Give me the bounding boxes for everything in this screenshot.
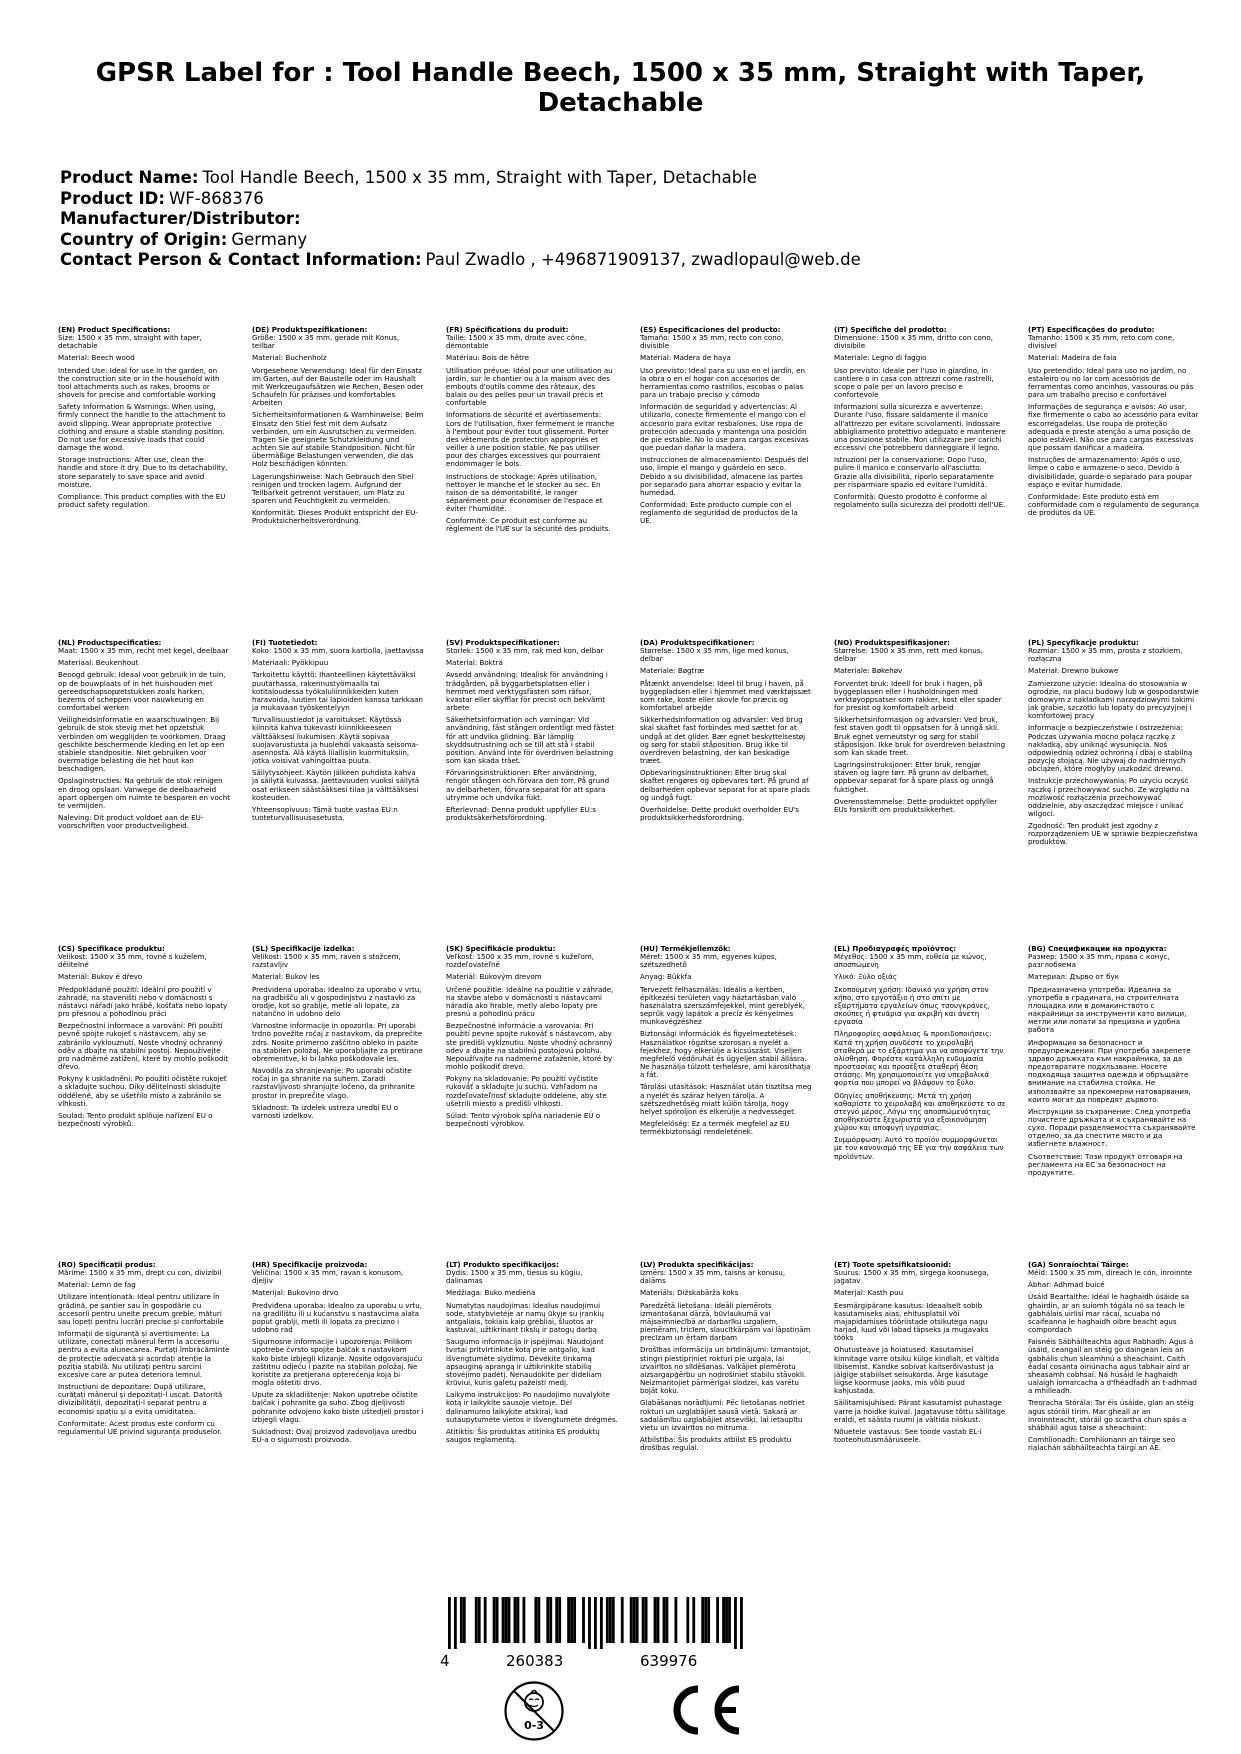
- spec-paragraph: Forventet bruk: Ideell for bruk i hagen, på byggeplassen eller i husholdningen med verktøyoppsatser som rakker, kost eller spader for presist og komfortabelt arbeid: [834, 678, 1002, 713]
- spec-block: [1028, 639, 1200, 939]
- product-id-row: [60, 189, 861, 210]
- spec-paragraph: Instruções de armazenamento: Após o uso, limpe o cabo e armazene-o seco. Devido à divisibilidade, guarde-o separado para poupar espaço e evitar humidade.: [1028, 455, 1192, 489]
- spec-paragraph: Comhlíonadh: Comhlíonann an táirge seo rialachán sábháilteachta táirgí an AE.: [1028, 1434, 1176, 1453]
- barcode-bar: [692, 1597, 695, 1643]
- spec-block: [834, 1261, 1006, 1561]
- barcode-bar: [642, 1597, 645, 1643]
- spec-paragraph: Υλικό: Ξύλο οξιάς: [834, 972, 898, 982]
- spec-block: [446, 326, 618, 626]
- barcode-bar: [609, 1597, 612, 1643]
- barcode-bar: [555, 1597, 558, 1643]
- barcode-bar: [722, 1597, 725, 1643]
- spec-paragraph: Intended Use: Ideal for use in the garden, on the construction site or in the household with tool attachments such as rakes, brooms or shovels for precise and comfortable working: [58, 365, 220, 400]
- spec-paragraph: Mărime: 1500 x 35 mm, drept cu con, divizibil: [58, 1268, 222, 1278]
- spec-paragraph: Materiál: Bukov é dřevo: [58, 972, 143, 982]
- spec-paragraph: Úsáid Beartaithe: Idéal le haghaidh úsáide sa ghairdín, ar an suíomh tógála nó sa teach le gabhálais uirlisí mar rácaí, scuaba nó scaifeanna le haghaidh oibre beacht agus compordach: [1028, 1292, 1190, 1335]
- spec-block: [1028, 1261, 1200, 1561]
- spec-block: [640, 1261, 812, 1561]
- spec-paragraph: Material: Bokträ: [446, 658, 503, 668]
- spec-heading: (SV) Produktspecifikationer:: [446, 639, 560, 647]
- spec-paragraph: Numatytas naudojimas: Idealus naudojimui sode, statybvietėje ar namų ūkyje su įrankių antgaliais, tokiais kaip grėbliai, šluotos ar kastuvai, užtikrinant tikslų ir patogų darbą: [446, 1300, 604, 1335]
- barcode-bar: [725, 1597, 728, 1643]
- spec-paragraph: Suurus: 1500 x 35 mm, sirgega koonusega, jagatav: [834, 1268, 989, 1286]
- spec-paragraph: Bezpečnostní informace a varování: Při použití pevně spojte rukojeť s nástavcem, aby se zabránilo vyklouznutí. Noste vhodný ochranný oděv a dbajte na stabilní postoj. Nepoužívejte pro nadměrné zatížení, které by mohlo poškodit dřevo.: [58, 1021, 229, 1072]
- spec-paragraph: Predviđena uporaba: Idealno za uporabu u vrtu, na gradilištu ili u kućanstvu s nastavcima alata poput grablji, metli ili lopata za precizno i udobno rad: [252, 1300, 422, 1335]
- barcode-bar: [558, 1597, 561, 1643]
- spec-paragraph: Informazioni sulla sicurezza e avvertenze: Durante l'uso, fissare saldamente il manico all'attrezzo per evitare scivolamenti. Indossare abbigliamento protettivo adeguato e mantenere una posizione stabile. Non utilizzare per carichi eccessivi che potrebbero danneggiare il legno.: [834, 402, 1006, 453]
- spec-paragraph: Conformité: Ce produit est conforme au règlement de l'UE sur la sécurité des produits.: [446, 516, 611, 534]
- spec-paragraph: Ábhar: Adhmad buicé: [1028, 1280, 1105, 1290]
- spec-heading: (SL) Specifikacije izdelka:: [252, 945, 355, 953]
- spec-heading: (RO) Specificații produs:: [58, 1261, 156, 1269]
- spec-paragraph: Treoracha Stórála: Tar éis úsáide, glan an stéig agus stóráil tirim. Mar gheall ar an inroinnteacht, stóráil go scartha chun spás a shábháil agus taise a sheachaint.: [1028, 1398, 1194, 1432]
- spec-paragraph: Utilisation prévue: Idéal pour une utilisation au jardin, sur le chantier ou à la maison avec des embouts d'outils comme des râteaux, des balais ou des pelles pour un travail précis et confortable: [446, 365, 613, 408]
- spec-paragraph: Materiál: Bukovým drevom: [446, 972, 542, 982]
- spec-paragraph: Naleving: Dit product voldoet aan de EU-voorschriften voor productveiligheid.: [58, 812, 204, 831]
- spec-paragraph: Größe: 1500 x 35 mm, gerade mit Konus, teilbar: [252, 333, 400, 351]
- spec-paragraph: Materijal: Bukovino drvo: [252, 1288, 339, 1298]
- barcode-digit-prefix: 4: [440, 1652, 450, 1670]
- barcode-bar: [630, 1597, 633, 1643]
- product-name-row: [60, 168, 861, 189]
- spec-paragraph: Συμμόρφωση: Αυτό το προϊόν συμμορφώνεται με τον κανονισμό της ΕΕ για την ασφάλεια των προϊόντων.: [834, 1135, 1004, 1161]
- spec-paragraph: Súlad: Tento výrobok spĺňa nariadenie EÚ o bezpečnosti výrobkov.: [446, 1110, 601, 1128]
- barcode-bar: [606, 1597, 609, 1643]
- product-name: Tool Handle Beech, 1500 x 35 mm, Straight with Taper, Detachable: [202, 168, 757, 187]
- spec-heading: (DE) Produktspezifikationen:: [252, 326, 368, 334]
- product-id-label: Product ID:: [60, 188, 165, 208]
- barcode-bar: [666, 1597, 669, 1643]
- barcode-bar: [475, 1597, 478, 1643]
- spec-paragraph: Faisnéis Sábháilteachta agus Rabhadh: Agus á úsáid, ceangail an stéig go daingean leis an gabhális chun sleamhnú a sheachaint. Caith éadaí cosanta oiriúnacha agus tabhair aird ar sheasamh cobhsaí. Ná húsáid le haghaidh ualaigh iomarcacha a d'fhéadfadh an t-adhmad a mhilleadh.: [1028, 1337, 1197, 1396]
- spec-paragraph: Maat: 1500 x 35 mm, recht met kegel, deelbaar: [58, 646, 229, 656]
- spec-paragraph: Konformität: Dieses Produkt entspricht der EU-Produktsicherheitsverordnung.: [252, 508, 418, 526]
- spec-heading: (EL) Προδιαγραφές προϊόντος:: [834, 945, 957, 953]
- barcode-digits-right: 639976: [640, 1652, 698, 1670]
- spec-paragraph: Storage Instructions: After use, clean the handle and store it dry. Due to its detachability, store separately to save space and avoid moisture.: [58, 455, 228, 489]
- spec-paragraph: Laikymo instrukcijos: Po naudojimo nuvalykite kotą ir laikykite sausoje vietoje. Dėl dalinamumo laikykite atskirai, kad sutaupytumėte vietos ir išvengtumėte drėgmės.: [446, 1390, 618, 1424]
- spec-paragraph: Paredzētā lietošana: Ideāli piemērots izmantošanai dārzā, būvlaukumā vai mājsaimniecībā ar darbarīku uzgaļiem, piemēram, tricīem, slaucītkārpām vai lāpstiņām precīzam un ērtam darbam: [640, 1300, 811, 1343]
- spec-heading: (PL) Specyfikacje produktu:: [1028, 639, 1139, 647]
- spec-paragraph: Veľkosť: 1500 x 35 mm, rovné s kužeľom, rozdeľovateľné: [446, 952, 595, 970]
- spec-block: [446, 945, 618, 1245]
- barcode-bar: [633, 1597, 636, 1643]
- spec-paragraph: Drošības informācija un brīdinājumi: Izmantojot, stingri piestipriniet rokturi pie uzgaļa, lai izvairītos no slīdēšanas. Valkājiet piemērotu aizsargapģērbu un nodrošiniet stabilu stāvokli. Neizmantojiet pārmērīgai slodzei, kas varētu bojāt koku.: [640, 1345, 811, 1396]
- spec-paragraph: Uso pretendido: Ideal para uso no jardim, no estaleiro ou no lar com acessórios de ferramentas como ancinhos, vassouras ou pás para um trabalho preciso e confortável: [1028, 365, 1194, 400]
- spec-paragraph: Predvidena uporaba: Idealno za uporabo v vrtu, na gradbišču ali v gospodinjstvu z nastavki za orodje, kot so grablje, metle ali lopate, za natančno in udobno delo: [252, 984, 422, 1019]
- spec-paragraph: Veiligheidsinformatie en waarschuwingen: Bij gebruik de stok stevig met het opzetstuk verbinden om wegglijden te voorkomen. Draag geschikte beschermende kleding en let op een stabiele standpositie. Niet gebruiken voor overmatige belasting die het hout kan beschadigen.: [58, 715, 226, 774]
- manufacturer-label: Manufacturer/Distributor:: [60, 209, 301, 228]
- barcode-bar: [454, 1597, 457, 1649]
- spec-paragraph: Méret: 1500 x 35 mm, egyenes kúpos, szétszedhető: [640, 952, 777, 970]
- spec-paragraph: Saugumo informacija ir įspėjimai: Naudojant tvirtai pritvirtinkite kotą prie antgalio, kad išvengtumėte slydimo. Dėvėkite tinkamą apsauginę aprangą ir užtikrinkite stabilią stovėjimo padėtį. Nenaudokite per dideliam krūviui, kuris galėtų pažeisti medį.: [446, 1337, 604, 1388]
- spec-paragraph: Méid: 1500 x 35 mm, díreach le cón, inroinnte: [1028, 1268, 1193, 1278]
- barcode: [448, 1597, 743, 1649]
- product-info: [60, 168, 861, 271]
- spec-block: [58, 1261, 230, 1561]
- product-name-label: Product Name:: [60, 168, 199, 187]
- spec-paragraph: Förvaringsinstruktioner: Efter användning, rengör stången och förvara den torr. På grund av delbarheten, förvara separat för att spara utrymme och undvika fukt.: [446, 768, 610, 802]
- contact-row: [60, 250, 861, 271]
- spec-paragraph: Μέγεθος: 1500 x 35 mm, ευθεία με κώνος, αποσπώμενη: [834, 952, 987, 970]
- barcode-bar: [657, 1597, 660, 1643]
- spec-heading: (PT) Especificações do produto:: [1028, 326, 1155, 334]
- spec-paragraph: Materjal: Kasth puu: [834, 1288, 904, 1298]
- barcode-bar: [502, 1597, 505, 1643]
- spec-heading: (ES) Especificaciones del producto:: [640, 326, 781, 334]
- spec-paragraph: Tamaño: 1500 x 35 mm, recto con cono, divisible: [640, 333, 784, 351]
- spec-paragraph: Съответствие: Този продукт отговаря на регламента на ЕС за безопасност на продуктите.: [1028, 1151, 1183, 1177]
- barcode-bar: [448, 1597, 451, 1649]
- spec-block: [58, 326, 230, 626]
- spec-paragraph: Sigurnosne informacije i upozorenja: Prilikom upotrebe čvrsto spojite balčak s nastavkom kako biste izbjegli klizanje. Nosite odgovarajuću zaštitnu odjeću i pazite na stabilan položaj. Ne koristite za pretjerana opterećenja koja bi mogla oštetiti drvo.: [252, 1337, 423, 1388]
- barcode-bar: [508, 1597, 511, 1643]
- barcode-bar: [728, 1597, 731, 1643]
- spec-paragraph: Zgodność: Ten produkt jest zgodny z rozporządzeniem UE w sprawie bezpieczeństwa produktów.: [1028, 821, 1198, 847]
- spec-heading: (SK) Špecifikácie produktu:: [446, 945, 556, 953]
- spec-paragraph: Información de seguridad y advertencias: Al utilizarlo, conecte firmemente el mango con el accesorio para evitar resbalones. Use ropa de protección adecuada y mantenga una posición de pie estable. No lo use para cargas excesivas que puedan dañar la madera.: [640, 402, 809, 453]
- barcode-bar: [463, 1597, 466, 1643]
- spec-paragraph: Materiał: Drewno bukowe: [1028, 666, 1119, 676]
- spec-paragraph: Instrucțiuni de depozitare: După utilizare, curățați mânerul și depozitați-l uscat. Datorită divizibilității, depozitați-l separat pentru a economisi spațiu și a evita umiditatea.: [58, 1382, 223, 1416]
- spec-paragraph: Vorgesehene Verwendung: Ideal für den Einsatz im Garten, auf der Baustelle oder im Haushalt mit Werkzeugaufsätzen wie Rechen, Besen oder Schaufeln für präzises und komfortables Arbeiten: [252, 365, 424, 408]
- spec-paragraph: Instrukcje przechowywania: Po użyciu oczyść rączkę i przechowywać sucho. Ze względu na możliwość rozłączenia przechowywać oddzielnie, aby oszczędzać miejsce i unikać wilgoci.: [1028, 776, 1190, 818]
- spec-paragraph: Compliance: This product complies with the EU product safety regulation.: [58, 491, 226, 509]
- spec-paragraph: Размер: 1500 x 35 mm, права с конус, разглобяема: [1028, 952, 1170, 970]
- barcode-bar: [534, 1597, 537, 1643]
- spec-block: [834, 639, 1006, 939]
- spec-paragraph: Istruzioni per la conservazione: Dopo l'uso, pulire il manico e conservarlo all'asciutto. Grazie alla divisibilità, riporlo separatamente per risparmiare spazio ed evitare l'umidità.: [834, 455, 994, 489]
- spec-block: [446, 639, 618, 939]
- barcode-bar: [594, 1597, 597, 1649]
- manufacturer-row: [60, 209, 861, 230]
- spec-block: [640, 945, 812, 1245]
- spec-paragraph: Material: Buchenholz: [252, 353, 327, 363]
- spec-paragraph: Bezpečnostné informácie a varovania: Pri použití pevne spojte rukoväť s nástavcom, aby ste predišli vykĺznutiu. Noste vhodný ochranný odev a dbajte na stabilnú postojovú polohu. Nepoužívajte na nadmerné zaťaženie, ktoré by mohlo poškodiť drevo.: [446, 1021, 613, 1072]
- barcode-bar: [570, 1597, 573, 1643]
- origin: Germany: [231, 229, 308, 249]
- barcode-bar: [493, 1597, 496, 1643]
- spec-paragraph: Varnostne informacije in opozorila: Pri uporabi trdno povežite ročaj z nastavkom, da preprečite zdrs. Nosite primerno zaščitno obleko in pazite na stabilen položaj. Ne uporabljajte za pretirane obremenitve, ki bi lahko poškodovale les.: [252, 1021, 423, 1063]
- spec-paragraph: Pokyny na skladovanie: Po použití vyčistite rukoväť a skladujte ju suchú. Vzhľadom na rozdeľovateľnosť skladujte oddelene, aby ste ušetrili miesto a predišli vlhkosti.: [446, 1074, 607, 1108]
- barcode-bar: [707, 1597, 710, 1643]
- spec-paragraph: Conformità: Questo prodotto è conforme al regolamento sulla sicurezza dei prodotti dell'UE.: [834, 491, 1006, 509]
- spec-paragraph: Opslaginstructies: Na gebruik de stok reinigen en droog opslaan. Vanwege de deelbaarheid apart opbergen om ruimte te besparen en vocht te vermijden.: [58, 776, 230, 810]
- spec-paragraph: Informacje o bezpieczeństwie i ostrzeżenia: Podczas używania mocno połącz rączkę z nakładką, aby uniknąć wysunięcia. Noś odpowiednią odzież ochronną i dbaj o stabilną pozycję stojącą. Nie używaj do nadmiernych obciążeń, które mogłyby uszkodzić drewno.: [1028, 723, 1193, 774]
- spec-paragraph: Tervezett felhasználás: Ideális a kertben, építkezési területen vagy háztartásban való használatra szerszámfejekkel, mint gereblyék, seprűk vagy lapátok a precíz és kényelmes munkavégzéshez: [640, 984, 805, 1027]
- spec-paragraph: Atbilstība: Šis produkts atbilst ES produktu drošības regulai.: [640, 1434, 792, 1453]
- spec-block: [252, 945, 424, 1245]
- spec-paragraph: Säkerhetsinformation och varningar: Vid användning, fäst stången ordentligt med fästet för att undvika glidning. Bär lämplig skyddsutrustning och se till att stå i stabil position. Använd inte för överdriven belastning som kan skada träet.: [446, 715, 615, 766]
- spec-block: [58, 639, 230, 939]
- spec-paragraph: Informations de sécurité et avertissements: Lors de l'utilisation, fixer fermement le manche à l'embout pour éviter tout glissement. Porter des vêtements de protection appropriés et veiller à une position stable. Ne pas utiliser pour des charges excessives qui pourraient endommager le bois.: [446, 410, 615, 469]
- spec-paragraph: Avsedd användning: Idealisk för användning i trädgården, på byggarbetsplatsen eller i hemmet med verktygsfästen som räfsor, kvastar eller skyfflar för precist och bekvämt arbete: [446, 670, 608, 713]
- spec-paragraph: Material: Beech wood: [58, 353, 135, 363]
- spec-paragraph: Tamanho: 1500 x 35 mm, reto com cone, divisível: [1028, 333, 1175, 351]
- barcode-bar: [588, 1597, 591, 1649]
- spec-paragraph: Navodila za shranjevanje: Po uporabi očistite ročaj in ga shranite na suhem. Zaradi razstavljivosti shranjujte ločeno, da prihranite prostor in preprečite vlago.: [252, 1066, 415, 1100]
- barcode-bar: [567, 1597, 570, 1643]
- age-label: 0-3: [524, 1719, 544, 1732]
- barcode-bar: [600, 1597, 603, 1649]
- spec-paragraph: Materiaal: Beukenhout: [58, 658, 139, 668]
- spec-paragraph: Pokyny k uskladnění: Po použití očistěte rukojeť a skladujte suchou. Díky dělitelnosti skladujte odděleně, aby se ušetřilo místo a zabránilo se vlhkosti.: [58, 1074, 227, 1108]
- barcode-bar: [517, 1597, 520, 1643]
- barcode-bar: [522, 1597, 525, 1643]
- spec-block: [58, 945, 230, 1245]
- spec-paragraph: Size: 1500 x 35 mm, straight with taper, detachable: [58, 333, 202, 351]
- spec-paragraph: Sukladnost: Ovaj proizvod zadovoljava uredbu EU-a o sigurnosti proizvoda.: [252, 1426, 417, 1444]
- spec-paragraph: Nõuetele vastavus: See toode vastab EL-i tooteohutusmääruseele.: [834, 1426, 982, 1444]
- spec-paragraph: Velikost: 1500 x 35 mm, raven s stožcem, razstavljiv: [252, 952, 401, 970]
- spec-paragraph: Информация за безопасност и предупреждения: При употреба закрепете здраво дръжката към накрайника, за да предотвратите подхлъзване. Носете подходяща защитна одежда и обръщайте внимание на стабилна стойка. Не използвайте за прекомерни натоварвания, които могат да повредят дървото.: [1028, 1037, 1191, 1104]
- spec-paragraph: Medžiaga: Buko mediena: [446, 1288, 536, 1298]
- spec-paragraph: Dimensione: 1500 x 35 mm, dritto con cono, divisibile: [834, 333, 993, 351]
- spec-paragraph: Informações de segurança e avisos: Ao usar, fixe firmemente o cabo ao acessório para evitar escorregadelas. Use roupa de proteção adequada e preste atenção a uma posição de apoio estável. Não use para cargas excessivas que possam danificar a madeira.: [1028, 402, 1199, 453]
- spec-paragraph: Utilizare intenționată: Ideal pentru utilizare în grădină, pe șantier sau în gospodărie cu accesorii pentru unelte precum greble, mături sau lopeți pentru lucrări precise și confortabile: [58, 1292, 224, 1326]
- spec-paragraph: Opbevaringsinstruktioner: Efter brug skal skaftet rengøres og opbevares tørt. På grund af delbarheden opbevar separat for at spare plads og undgå fugt.: [640, 768, 810, 802]
- spec-paragraph: Lagringsinstruksjoner: Etter bruk, rengjør staven og lagre tørr. På grunn av delbarhet, oppbevar separat for å spare plass og unngå fuktighet.: [834, 760, 994, 794]
- barcode-bar: [621, 1597, 624, 1643]
- barcode-bar: [460, 1597, 463, 1643]
- contact: Paul Zwadlo , +496871909137, zwadlopaul@web.de: [425, 250, 861, 269]
- barcode-bar: [582, 1597, 585, 1643]
- barcode-bar: [636, 1597, 639, 1643]
- spec-paragraph: Lagerungshinweise: Nach Gebrauch den Stiel reinigen und trocken lagern. Aufgrund der Teilbarkeit getrennt verstauen, um Platz zu sparen und Feuchtigkeit zu vermeiden.: [252, 471, 414, 505]
- spec-paragraph: Turvallisuustiedot ja varoitukset: Käytössä kiinnitä kahva tukevasti kiinnikkeeseen välttääksesi liukumisen. Käytä sopivaa suojavarustusta ja huolehdi vakaasta seisoma-asennosta. Älä käytä liiallisiin kuormituksiin, jotka voisivat vahingoittaa puuta.: [252, 715, 419, 766]
- spec-paragraph: Material: Lemn de fag: [58, 1280, 136, 1290]
- spec-heading: (HR) Specifikacije proizvoda:: [252, 1261, 368, 1269]
- spec-paragraph: Eesmärgipärane kasutus: Ideaalselt sobib kasutamiseks aias, ehitusplatsil või majapidamises tööriistade otsikutega nagu harjad, luud või labad täpseks ja mugavaks tööks: [834, 1300, 989, 1343]
- barcode-bar: [514, 1597, 517, 1643]
- spec-block: [446, 1261, 618, 1561]
- spec-heading: (NL) Productspecificaties:: [58, 639, 162, 647]
- spec-paragraph: Conformidad: Este producto cumple con el reglamento de seguridad de productos de la UE.: [640, 499, 798, 526]
- spec-block: [252, 639, 424, 939]
- barcode-bar: [546, 1597, 549, 1643]
- spec-paragraph: Πληροφορίες ασφάλειας & προειδοποιήσεις: Κατά τη χρήση συνδέστε το χειρολαβή σταθερά με το εξάρτημα για να αποφύγετε την ολίσθηση. Φορέστε κατάλληλη ενδυμασία προστασίας και προσέξτε σταθερή θέση στάσης. Μη χρησιμοποιείτε για υπερβολικά φορτία που μπορεί να βλάψουν το ξύλο.: [834, 1029, 1004, 1088]
- barcode-digits-left: 260383: [506, 1652, 564, 1670]
- spec-paragraph: Sikkerhedsinformation og advarsler: Ved brug skal skaftet fast forbindes med sættet for at undgå at det glider. Bær egnet beskyttelsestøj og sørg for stabil ståposition. Brug ikke til overdreven belastning, der kan beskadige træet.: [640, 715, 806, 766]
- spec-paragraph: Koko: 1500 x 35 mm, suora kartiolla, jaettavissa: [252, 646, 424, 656]
- spec-heading: (CS) Specifikace produktu:: [58, 945, 165, 953]
- spec-paragraph: Instrucciones de almacenamiento: Después del uso, limpie el mango y guárdelo en seco. Debido a su divisibilidad, almacene las partes por separado para ahorrar espacio y evitar la humedad.: [640, 455, 809, 497]
- spec-heading: (ET) Toote spetsifikatsioonid:: [834, 1261, 952, 1269]
- spec-paragraph: Efterlevnad: Denna produkt uppfyller EU:s produktsäkerhetsförordning.: [446, 804, 596, 822]
- spec-paragraph: Påtænkt anvendelse: Ideel til brug i haven, på byggepladsen eller i hjemmet med værktøjssæt som rake, koste eller skovle for præcis og komfortabel arbejde: [640, 678, 811, 713]
- spec-paragraph: Предназначена употреба: Идеална за употреба в градината, на строителната площадка или в домакинството с накрайници за инструменти като вилици, метли или лопати за прецизна и удобна работа: [1028, 984, 1187, 1035]
- spec-block: [834, 945, 1006, 1245]
- spec-block: [252, 326, 424, 626]
- spec-paragraph: Glabāšanas norādījumi: Pēc lietošanas notīriet rokturi un uzglabājiet sausā vietā. Sakarā ar sadalāmību uzglabājiet atsevišķi, lai ietaupītu vietu un izvairītos no mitruma.: [640, 1398, 805, 1432]
- spec-paragraph: Dydis: 1500 x 35 mm, tiesus su kūgiu, dalinamas: [446, 1268, 583, 1286]
- spec-block: [1028, 945, 1200, 1245]
- barcode-bar: [654, 1597, 657, 1643]
- barcode-bar: [612, 1597, 615, 1643]
- spec-paragraph: Materiale: Legno di faggio: [834, 353, 927, 363]
- spec-heading: (HU) Termékjellemzők:: [640, 945, 731, 953]
- spec-heading: (BG) Спецификации на продукта:: [1028, 945, 1167, 953]
- spec-paragraph: Storlek: 1500 x 35 mm, rak med kon, delbar: [446, 646, 604, 656]
- spec-paragraph: Conformitate: Acest produs este conform cu regulamentul UE privind siguranța produselor.: [58, 1418, 222, 1436]
- age-restriction-0-3-icon: [503, 1680, 565, 1742]
- barcode-bar: [686, 1597, 689, 1643]
- spec-paragraph: Säilytysohjeet: Käytön jälkeen puhdista kahva ja säilytä kuivassa. Jaettavuuden vuoksi säilytä osat erikseen säästääksesi tilaa ja välttääksesi kosteuden.: [252, 768, 420, 802]
- spec-paragraph: Οδηγίες αποθήκευσης: Μετά τη χρήση καθαρίστε το χειρολαβή και αποθηκεύστε το σε στεγνό μέρος. Λόγω της αποσπώμενότητας αποθηκεύστε ξεχωριστά για εξοικονόμηση χώρου και αποφυγή υγρασίας.: [834, 1090, 1006, 1133]
- spec-block: [640, 326, 812, 626]
- spec-paragraph: Yhteensopivuus: Tämä tuote vastaa EU:n tuoteturvallisuusasetusta.: [252, 804, 398, 822]
- spec-paragraph: Tarkoitettu käyttö: Ihanteellinen käytettäväksi puutarhassa, rakennustyömaalla tai kotitaloudessa työkaluliinnikkeiden kuten haravoida, luutien tai lapioiden kanssa tarkkaan ja mukavaan työskentelyyn: [252, 670, 424, 713]
- barcode-bar: [704, 1597, 707, 1643]
- spec-heading: (EN) Product Specifications:: [58, 326, 171, 334]
- spec-paragraph: Beoogd gebruik: Ideaal voor gebruik in de tuin, op de bouwplaats of in het huishouden met gereedschapsopzetstukken zoals harken, bezems of scheppen voor nauwkeurig en comfortabel werken: [58, 670, 226, 713]
- spec-paragraph: Safety Information & Warnings: When using, firmly connect the handle to the attachment to avoid slipping. Wear appropriate protective clothing and ensure a stable standing position. Do not use for excessive loads that could damage the wood.: [58, 402, 226, 453]
- spec-heading: (GA) Sonraíochtaí Táirge:: [1028, 1261, 1129, 1269]
- spec-paragraph: Předpokládané použití: Ideální pro použití v zahradě, na staveništi nebo v domácnosti s nástavci nářadí jako hrábě, košťata nebo lopaty pro přesnou a pohodlnou práci: [58, 984, 228, 1019]
- page-title: GPSR Label for : Tool Handle Beech, 1500 x 35 mm, Straight with Taper, Detachable: [95, 58, 1146, 118]
- spec-heading: (DA) Produktspecifikationer:: [640, 639, 755, 647]
- spec-paragraph: Anyag: Bükkfa: [640, 972, 692, 982]
- spec-paragraph: Størrelse: 1500 x 35 mm, rett med konus, delbar: [834, 646, 983, 664]
- barcode-bar: [716, 1597, 719, 1643]
- spec-paragraph: Veličina: 1500 x 35 mm, ravan s konusom, djeljiv: [252, 1268, 404, 1286]
- barcode-bar: [484, 1597, 487, 1643]
- barcode-bar: [701, 1597, 704, 1643]
- origin-row: [60, 230, 861, 251]
- spec-paragraph: Určené použitie: Ideálne na použitie v záhrade, na stavbe alebo v domácnosti s nástavcami náradia ako hrable, metly alebo lopaty pre presnú a pohodlnú prácu: [446, 984, 614, 1019]
- spec-paragraph: Informații de siguranță și avertismente: La utilizare, conectați mânerul ferm la accesoriu pentru a evita alunecarea. Purtați îmbrăcăminte de protecție adecvată și acordați atenție la poziția stabilă. Nu utilizați pentru sarcini excesive care ar putea deteriora lemnul.: [58, 1329, 230, 1379]
- spec-paragraph: Skladnost: Ta izdelek ustreza uredbi EU o varnosti izdelkov.: [252, 1102, 398, 1120]
- barcode-bar: [740, 1597, 743, 1649]
- spec-paragraph: Sikkerhetsinformasjon og advarsler: Ved bruk, fest staven godt til oppsatsen for å unngå skli. Bruk egnet verneutstyr og sørg for stabil ståposisjon. Ikke bruk for overdreven belastning som kan skade treet.: [834, 715, 1006, 757]
- spec-block: [640, 639, 812, 939]
- spec-paragraph: Størrelse: 1500 x 35 mm, lige med konus, delbar: [640, 646, 789, 664]
- barcode-bar: [645, 1597, 648, 1643]
- barcode-digits: [0, 1652, 1241, 1672]
- spec-paragraph: Zamierzone użycie: Idealna do stosowania w ogrodzie, na placu budowy lub w gospodarstwie domowym z nakładkami narzędziowymi takimi jak grabie, szczotki lub łopaty do precyzyjnej i komfortowej pracy: [1028, 678, 1199, 721]
- spec-heading: (IT) Specifiche del prodotto:: [834, 326, 947, 334]
- barcode-bar: [573, 1597, 576, 1643]
- spec-paragraph: Ohutusteave ja hoiatused: Kasutamisel kinnitage varre otsiku külge kindlalt, et vältida libisemist. Kandke sobivat kaitserõivastust ja jälgige stabiilset seisukorda. Ärge kasutage liigse koormuse jaoks, mis võib puud kahjustada.: [834, 1345, 1000, 1396]
- spec-paragraph: Soulad: Tento produkt splňuje nařízení EU o bezpečnosti výrobků.: [58, 1110, 213, 1128]
- barcode-bar: [478, 1597, 481, 1643]
- spec-paragraph: Biztonsági információk és figyelmeztetések: Használatkor rögzítse szorosan a nyelét a fejekhez, hogy elkerülje a kicsúszást. Viseljen megfelelő védőruhát és ügyeljen stabil állásra. Ne használja túlzott terhelésre, ami károsíthatja a fát.: [640, 1029, 811, 1080]
- spec-paragraph: Velikost: 1500 x 35 mm, rovné s kuželem, dělitelné: [58, 952, 207, 970]
- spec-heading: (FI) Tuotetiedot:: [252, 639, 318, 647]
- spec-paragraph: Conformidade: Este produto está em conformidade com o regulamento de segurança de produtos da UE.: [1028, 491, 1199, 518]
- spec-paragraph: Taille: 1500 x 35 mm, droite avec cône, démontable: [446, 333, 587, 351]
- spec-block: [252, 1261, 424, 1561]
- barcode-bar: [663, 1597, 666, 1643]
- spec-paragraph: Rozmiar: 1500 x 35 mm, prosta z stożkiem, rozłączna: [1028, 646, 1183, 664]
- spec-heading: (FR) Spécifications du produit:: [446, 326, 569, 334]
- spec-paragraph: Material: Madera de haya: [640, 353, 731, 363]
- spec-paragraph: Material: Bukov les: [252, 972, 320, 982]
- spec-paragraph: Sicherheitsinformationen & Warnhinweise: Beim Einsatz den Stiel fest mit dem Aufsatz verbinden, um ein Ausrutschen zu vermeiden. Tragen Sie geeignete Schutzkleidung und achten Sie auf stabile Standposition. Nicht für übermäßige Belastungen verwenden, die das Holz beschädigen könnten.: [252, 410, 424, 469]
- spec-paragraph: Tárolási utasítások: Használat után tisztítsa meg a nyelét és száraz helyen tárolja. A szétszedhetőség miatt külön tárolja, hogy helyet spóroljon és elkerülje a nedvességet.: [640, 1082, 812, 1116]
- spec-paragraph: Materiaali: Pyökkipuu: [252, 658, 329, 668]
- spec-paragraph: Matériau: Bois de hêtre: [446, 353, 530, 363]
- spec-paragraph: Izmērs: 1500 x 35 mm, taisns ar konusu, dalāms: [640, 1268, 786, 1286]
- spec-paragraph: Материал: Дърво от бук: [1028, 972, 1120, 982]
- spec-paragraph: Säilitamisjuhised: Pärast kasutamist puhastage varre ja hoidke kuival. Jagatavuse tõttu säilitage eraldi, et säästa ruumi ja vältida niiskust.: [834, 1398, 1006, 1424]
- spec-paragraph: Materiale: Bøkehøv: [834, 666, 903, 676]
- spec-heading: (NO) Produktspesifikasjoner:: [834, 639, 950, 647]
- spec-paragraph: Uso previsto: Ideal para su uso en el jardín, en la obra o en el hogar con accesorios de herramientas como rastrillos, escobas o palas para un trabajo preciso y cómodo: [640, 365, 806, 400]
- spec-paragraph: Material: Madeira de faia: [1028, 353, 1117, 363]
- barcode-bar: [537, 1597, 540, 1643]
- contact-label: Contact Person & Contact Information:: [60, 250, 422, 269]
- spec-paragraph: Atitiktis: Šis produktas atitinka ES produktų saugos reglamentą.: [446, 1426, 600, 1444]
- spec-paragraph: Upute za skladištenje: Nakon upotrebe očistite balčak i pohranite ga suho. Zbog djeljivosti pohranite odvojeno kako biste uštedjeli prostor i izbjegli vlagu.: [252, 1390, 424, 1424]
- spec-paragraph: Σκοπούμενη χρήση: Ιδανικό για χρήση στον κήπο, στο εργοτάξιο ή στο σπίτι με εξαρτήματα εργαλείων όπως τσουγκράνες, σκούπες ή φτυάρια για ακριβή και άνετη εργασία: [834, 984, 990, 1027]
- spec-paragraph: Uso previsto: Ideale per l'uso in giardino, in cantiere o in casa con attrezzi come rastrelli, scope o pale per un lavoro preciso e confortevole: [834, 365, 994, 400]
- origin-label: Country of Origin:: [60, 229, 228, 249]
- barcode-bar: [734, 1597, 737, 1649]
- spec-heading: (LV) Produkta specifikācijas:: [640, 1261, 754, 1269]
- product-id: WF-868376: [168, 188, 264, 208]
- barcode-bar: [674, 1597, 677, 1643]
- spec-paragraph: Overholdelse: Dette produkt overholder EU's produktsikkerhedsforordning.: [640, 804, 799, 822]
- spec-paragraph: Megfelelőség: Ez a termék megfelel az EU termékbiztonsági rendeletének.: [640, 1118, 790, 1137]
- barcode-bar: [549, 1597, 552, 1643]
- spec-paragraph: Инструкции за съхранение: След употреба почистете дръжката и я съхранявайте на сухо. Поради разделяемостта съхранявайте отделно, за да спестите място и да избегнете влажност.: [1028, 1106, 1196, 1149]
- spec-paragraph: Overensstemmelse: Dette produktet oppfyller EUs forskrift om produktsikkerhet.: [834, 796, 998, 814]
- spec-paragraph: Materiāls: Dižskabārža koks: [640, 1288, 739, 1298]
- spec-paragraph: Materiale: Bøgtræ: [640, 666, 705, 676]
- spec-heading: (LT) Produkto specifikacijos:: [446, 1261, 559, 1269]
- spec-paragraph: Instructions de stockage: Après utilisation, nettoyer le manche et le stocker au sec. En raison de sa démontabilité, le ranger séparément pour économiser de l'espace et éviter l'humidité.: [446, 471, 603, 514]
- spec-block: [1028, 326, 1200, 626]
- spec-block: [834, 326, 1006, 626]
- barcode-bar: [505, 1597, 508, 1643]
- ce-mark-icon: [665, 1681, 743, 1739]
- barcode-bar: [496, 1597, 499, 1643]
